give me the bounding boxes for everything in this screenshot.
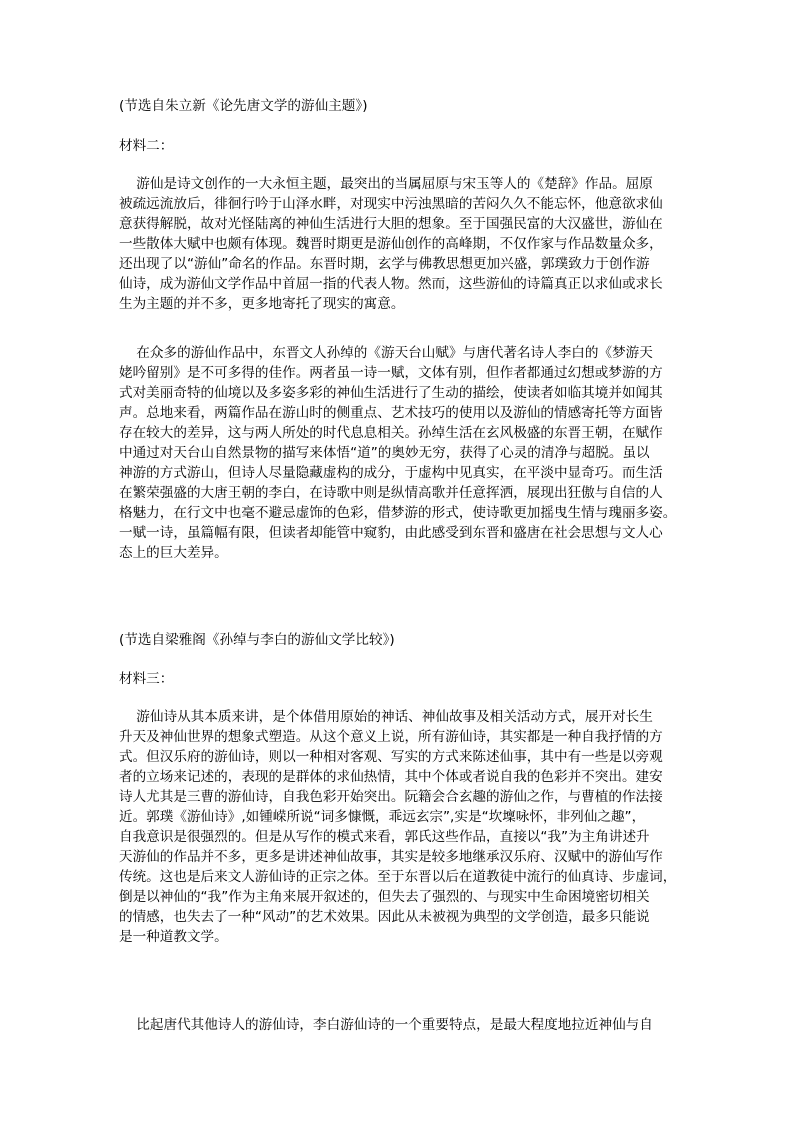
text-line: 倒是以神仙的“我”作为主角来展开叙述的，但失去了强烈的、与现实中生命困境密切相关 [119,889,650,905]
text-line: 声。总地来看，两篇作品在游山时的侧重点、艺术技巧的使用以及游仙的情感寄托等方面皆 [119,405,663,421]
text-line: 游仙是诗文创作的一大永恒主题，最突出的当属屈原与宋玉等人的《楚辞》作品。屈原 [119,176,653,192]
text-line: 被疏远流放后，徘徊行吟于山泽水畔，对现实中污浊黑暗的苦闷久久不能忘怀，他意欲求仙 [119,196,663,212]
text-line: 升天及神仙世界的想象式塑造。从这个意义上说，所有游仙诗，其实都是一种自我抒情的方 [119,729,663,745]
text-line: 态上的巨大差异。 [119,545,228,561]
text-line: 自我意识是很强烈的。但是从写作的模式来看，郭氏这些作品，直接以“我”为主角讲述升 [119,829,650,845]
text-line: 生为主题的并不多，更多地寄托了现实的寓意。 [119,296,405,312]
text-line: 在繁荣强盛的大唐王朝的李白，在诗歌中则是纵情高歌并任意挥洒，展现出狂傲与自信的人 [119,485,663,501]
text-line: 的情感，也失去了一种“风动”的艺术效果。因此从未被视为典型的文学创造，最多只能说 [119,909,650,925]
text-line: 诗人尤其是三曹的游仙诗，自我色彩开始突出。阮籍会合玄趣的游仙之作，与曹植的作法接 [119,789,663,805]
text-line: 传统。这也是后来文人游仙诗的正宗之体。至于东晋以后在道教徒中流行的仙真诗、步虚词， [119,869,677,885]
source-citation [119,630,679,650]
text-line: 者的立场来记述的，表现的是群体的求仙热情，其中个体或者说自我的色彩并不突出。建安 [119,769,663,785]
text-line: 式对美丽奇特的仙境以及多姿多彩的神仙生活进行了生动的描绘，使读者如临其境并如闻其 [119,385,663,401]
text-line: 是一种道教文学。 [119,929,228,945]
text-line: 存在较大的差异，这与两人所处的时代息息相关。孙绰生活在玄风极盛的东晋王朝，在赋作 [119,425,663,441]
source-citation [119,96,679,116]
paragraph [119,707,679,947]
text-line: 比起唐代其他诗人的游仙诗，李白游仙诗的一个重要特点，是最大程度地拉近神仙与自 [119,1017,653,1033]
text-line: 姥吟留别》是不可多得的佳作。两者虽一诗一赋，文体有别，但作者都通过幻想或梦游的方 [119,365,663,381]
text-line: (节选自梁雅阁《孙绰与李白的游仙文学比较》) [119,632,395,648]
text-line: 仙诗，成为游仙文学作品中首屈一指的代表人物。然而，这些游仙的诗篇真正以求仙或求长 [119,276,663,292]
text-line: 还出现了以“游仙”命名的作品。东晋时期，玄学与佛教思想更加兴盛，郭璞致力于创作游 [119,256,650,272]
text-line: 材料三： [119,671,174,687]
paragraph [119,343,679,563]
text-line: 神游的方式游山，但诗人尽量隐藏虚构的成分，于虚构中见真实，在平淡中显奇巧。而生活 [119,465,663,481]
paragraph [119,1015,679,1035]
section-label [119,669,679,689]
section-label [119,136,679,156]
text-line: 材料二： [119,138,174,154]
text-line: (节选自朱立新《论先唐文学的游仙主题》) [119,98,368,114]
text-line: 游仙诗从其本质来讲，是个体借用原始的神话、神仙故事及相关活动方式，展开对长生 [119,709,653,725]
text-line: 意获得解脱，故对光怪陆离的神仙生活进行大胆的想象。至于国强民富的大汉盛世，游仙在 [119,216,663,232]
paragraph [119,174,679,314]
text-line: 近。郭璞《游仙诗》,如锺嵘所说“词多慷慨，乖远玄宗”,实是“坎壈咏怀，非列仙之趣”， [119,809,646,825]
text-line: 天游仙的作品并不多，更多是讲述神仙故事，其实是较多地继承汉乐府、汉赋中的游仙写作 [119,849,663,865]
text-line: 格魅力，在行文中也毫不避忌虚饰的色彩，借梦游的形式，使诗歌更加摇曳生情与瑰丽多姿。 [119,505,677,521]
text-line: 中通过对天台山自然景物的描写来体悟“道”的奥妙无穷，获得了心灵的清净与超脱。虽以 [119,445,650,461]
text-line: 式。但汉乐府的游仙诗，则以一种相对客观、写实的方式来陈述仙事，其中有一些是以旁观 [119,749,663,765]
text-line: 在众多的游仙作品中，东晋文人孙绰的《游天台山赋》与唐代著名诗人李白的《梦游天 [119,345,653,361]
text-line: 一些散体大赋中也颇有体现。魏晋时期更是游仙创作的高峰期，不仅作家与作品数量众多， [119,236,663,252]
text-line: 一赋一诗，虽篇幅有限，但读者却能管中窥豹，由此感受到东晋和盛唐在社会思想与文人心 [119,525,663,541]
